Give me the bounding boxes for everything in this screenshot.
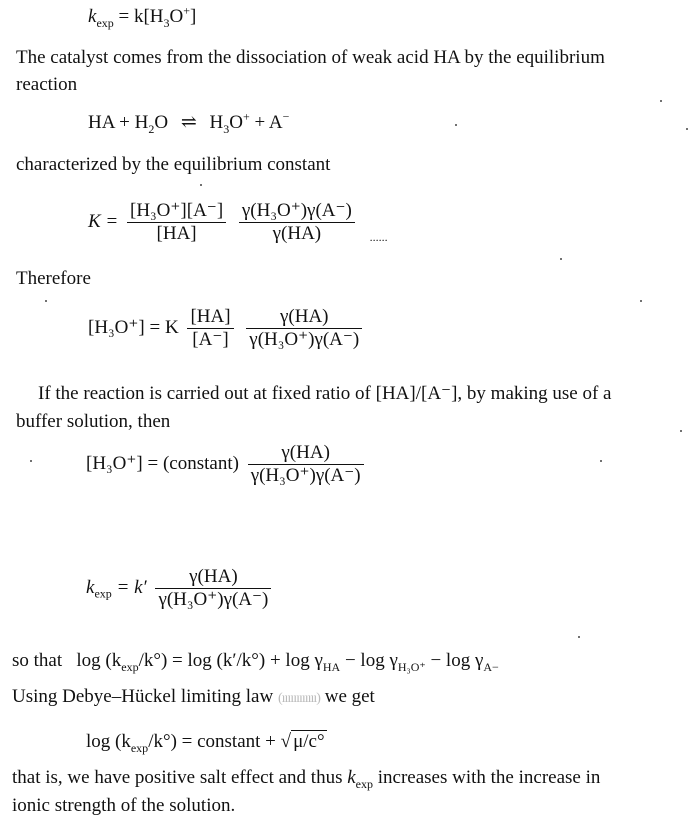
log-k-equation: $\log (k_{exp}/k^\circ)$ = constant + √ μ/c° <box>86 731 325 755</box>
scan-speck <box>578 636 580 638</box>
sqrt-sign: √ <box>280 731 292 752</box>
equilibrium-arrow: ⇌ <box>180 112 197 133</box>
hydronium-equation: [H₃O⁺] = K $\frac{[HA]}{[A^-]}$ $\frac{\gamma(HA)}{\text{γ(H₃O⁺)γ(A⁻)}}$ <box>88 306 366 351</box>
paragraph-4-line-2: ionic strength of the solution. <box>12 795 236 816</box>
concentration-fraction: $\frac{\text{[H₃O⁺][A⁻]}}{[HA]}$ <box>127 200 226 245</box>
paragraph-2: characterized by the equilibrium constant <box>16 154 331 175</box>
paragraph-3-line-1: If the reaction is carried out at fixed ratio of [HA]/[A⁻], by making use of a <box>38 383 612 404</box>
k-exp-equation: $k_{exp} = k'$ $\frac{\gamma(HA)}{\text{γ(H₃O⁺)γ(A⁻)}}$ <box>86 566 275 611</box>
ratio-fraction: $\frac{[HA]}{[A^-]}$ <box>187 306 233 351</box>
sqrt-radicand: μ/c° <box>293 731 325 752</box>
paragraph-3-line-2: buffer solution, then <box>16 411 171 432</box>
scan-speck <box>686 128 688 130</box>
rate-law-equation: $k_{exp} = k[H_3O^+]$ <box>88 3 197 30</box>
scan-speck <box>640 300 642 302</box>
activity-fraction: $\frac{\text{γ(H₃O⁺)γ(A⁻)}}{\gamma(HA)}$ <box>239 200 355 245</box>
buffer-equation: [H₃O⁺] = (constant) $\frac{\gamma(HA)}{\text{γ(H₃O⁺)γ(A⁻)}}$ <box>86 442 368 487</box>
paragraph-4-line-1: that is, we have positive salt effect and thus $k_{exp}$ increases with the increase in <box>12 767 601 791</box>
paragraph-1-line-2: reaction <box>16 74 78 95</box>
scan-speck <box>680 430 682 432</box>
paragraph-1-line-1: The catalyst comes from the dissociation of weak acid HA by the equilibrium <box>16 47 605 68</box>
scan-speck <box>560 258 562 260</box>
equilibrium-constant-equation: K = $\frac{\text{[H₃O⁺][A⁻]}}{[HA]}$ $\frac{\text{γ(H₃O⁺)γ(A⁻)}}{\gamma(HA)}$ $_{......}$ <box>88 200 388 244</box>
scan-speck <box>45 300 47 302</box>
scan-speck <box>600 460 602 462</box>
equilibrium-reaction: HA + $H_2O$ ⇌ $H_3O^+ + A^-$ <box>88 109 290 136</box>
illegible-reference: (ıııııııııııı) <box>277 691 320 706</box>
scan-speck <box>200 184 202 186</box>
k-exp-fraction: $\frac{\gamma(HA)}{\text{γ(H₃O⁺)γ(A⁻)}}$ <box>155 566 271 611</box>
activity-ratio-fraction: $\frac{\gamma(HA)}{\text{γ(H₃O⁺)γ(A⁻)}}$ <box>246 306 362 351</box>
k-symbol: k <box>88 6 97 27</box>
log-relation: so that $\log (k_{exp}/k^\circ) = \log (k'/k^\circ) + \log \gamma_{HA} - \log \gamma_{H_3O^+} - \log \gamma_{A-}$ <box>12 650 499 674</box>
scan-speck <box>455 124 457 126</box>
debye-huckel-line: Using Debye–Hückel limiting law (ıııııııııııı) we get <box>12 686 375 710</box>
scan-speck <box>30 460 32 462</box>
buffer-fraction: $\frac{\gamma(HA)}{\text{γ(H₃O⁺)γ(A⁻)}}$ <box>248 442 364 487</box>
scan-speck <box>660 100 662 102</box>
therefore-label: Therefore <box>16 268 91 289</box>
